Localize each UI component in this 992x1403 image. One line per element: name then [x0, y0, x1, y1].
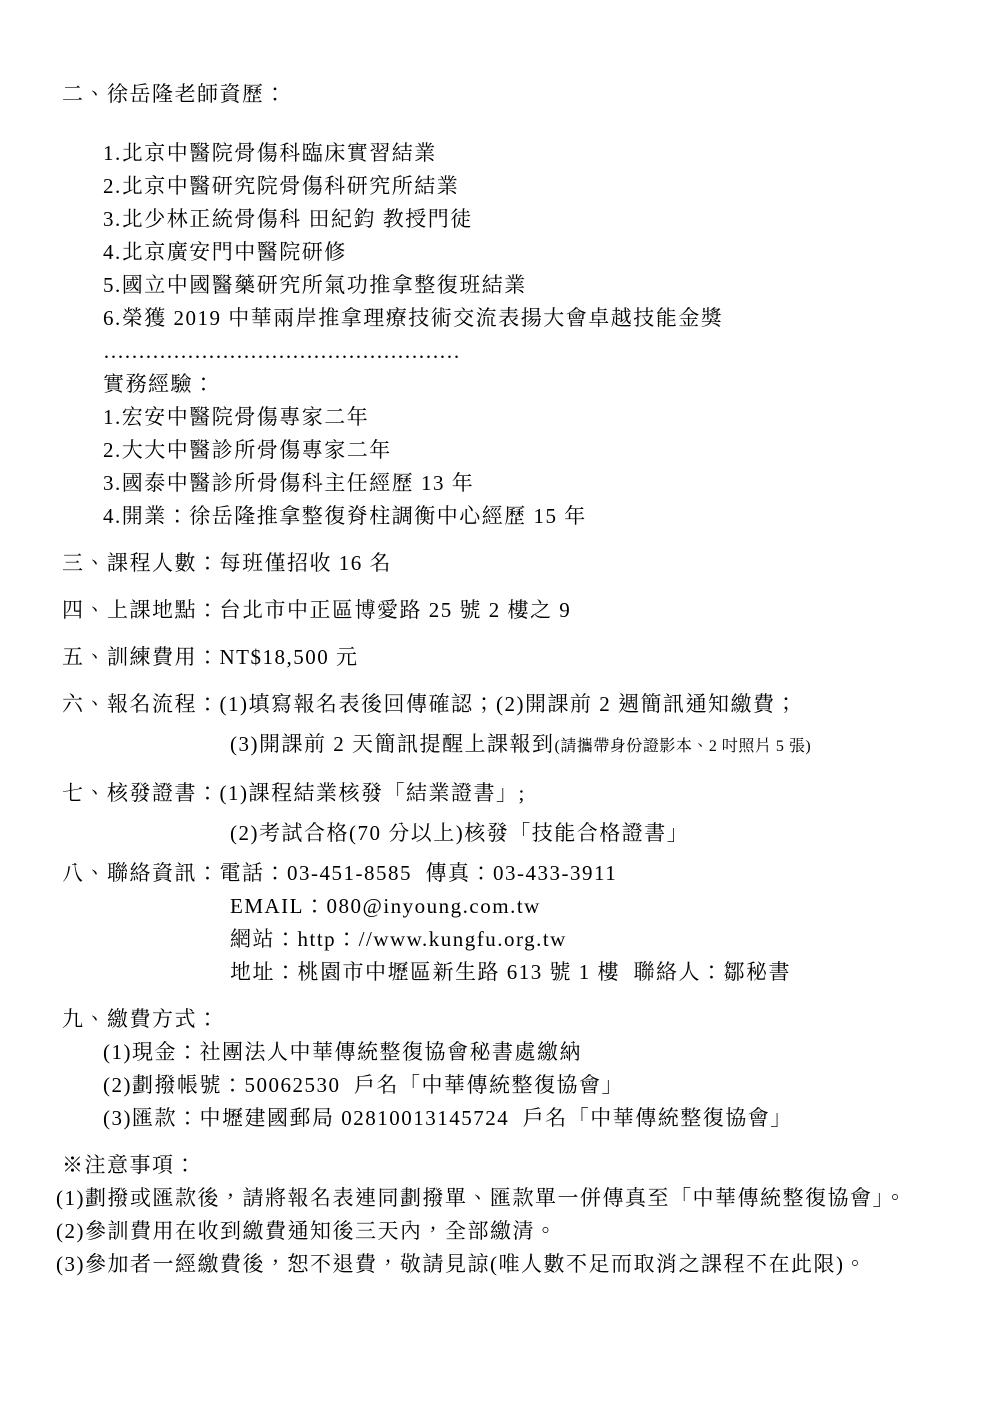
doc-line-text: 4.北京廣安門中醫院研修	[103, 240, 347, 264]
doc-line	[0, 401, 992, 434]
doc-line	[0, 688, 992, 721]
doc-line-text: 七、核發證書：(1)課程結業核發「結業證書」;	[62, 781, 526, 805]
doc-line	[0, 302, 992, 335]
doc-line	[0, 236, 992, 269]
doc-line	[0, 1069, 992, 1102]
doc-line-text: 3.國泰中醫診所骨傷科主任經歷 13 年	[103, 471, 475, 495]
doc-line-text: 1.宏安中醫院骨傷專家二年	[103, 405, 370, 429]
doc-line	[0, 1102, 992, 1135]
doc-line-text: (2)劃撥帳號：50062530 戶名「中華傳統整復協會」	[103, 1073, 624, 1097]
doc-line-note: (請攜帶身份證影本、2 吋照片 5 張)	[554, 738, 812, 755]
doc-line-text: 1.北京中醫院骨傷科臨床實習結業	[103, 141, 437, 165]
doc-line	[0, 777, 992, 810]
doc-line-text: 三、課程人數：每班僅招收 16 名	[62, 551, 392, 575]
doc-line-text: (3)匯款：中壢建國郵局 02810013145724 戶名「中華傳統整復協會」	[103, 1106, 793, 1130]
doc-line	[0, 203, 992, 236]
doc-line	[0, 1003, 992, 1036]
doc-line-text: ……………………………………………	[103, 339, 460, 363]
doc-line-text: 二、徐岳隆老師資歷：	[62, 82, 287, 106]
doc-line	[0, 890, 992, 923]
doc-line-text: EMAIL：080@inyoung.com.tw	[230, 894, 541, 918]
doc-line	[0, 594, 992, 627]
doc-line	[0, 1215, 992, 1248]
doc-line	[0, 817, 992, 850]
doc-line-text: 六、報名流程：(1)填寫報名表後回傳確認；(2)開課前 2 週簡訊通知繳費；	[62, 692, 798, 716]
doc-line	[0, 170, 992, 203]
document-body	[0, 78, 992, 1281]
doc-line	[0, 467, 992, 500]
doc-line-text: 2.大大中醫診所骨傷專家二年	[103, 438, 392, 462]
doc-line-text: 2.北京中醫研究院骨傷科研究所結業	[103, 174, 460, 198]
doc-line-text: 九、繳費方式：	[62, 1007, 220, 1031]
doc-line	[0, 137, 992, 170]
doc-line	[0, 368, 992, 401]
doc-line-text: (3)開課前 2 天簡訊提醒上課報到	[230, 732, 555, 756]
doc-line-text: ※注意事項：	[62, 1153, 197, 1177]
doc-line	[0, 728, 992, 763]
doc-line-text: 5.國立中國醫藥研究所氣功推拿整復班結業	[103, 273, 527, 297]
doc-line-text: 6.榮獲 2019 中華兩岸推拿理療技術交流表揚大會卓越技能金獎	[103, 306, 724, 330]
doc-line-text: 4.開業：徐岳隆推拿整復脊柱調衡中心經歷 15 年	[103, 504, 587, 528]
doc-line	[0, 1149, 992, 1182]
doc-line	[0, 500, 992, 533]
doc-line	[0, 641, 992, 674]
dotted-separator	[0, 335, 992, 368]
doc-line-text: 網站：http：//www.kungfu.org.tw	[230, 927, 567, 951]
doc-line	[0, 956, 992, 989]
doc-line	[0, 547, 992, 580]
doc-line-text: (3)參加者一經繳費後，恕不退費，敬請見諒(唯人數不足而取消之課程不在此限)。	[56, 1252, 867, 1276]
doc-line-text: (1)劃撥或匯款後，請將報名表連同劃撥單、匯款單一併傳真至「中華傳統整復協會」。	[56, 1186, 907, 1210]
doc-line-text: 四、上課地點：台北市中正區博愛路 25 號 2 樓之 9	[62, 598, 572, 622]
doc-line-text: 實務經驗：	[103, 372, 216, 396]
doc-line	[0, 78, 992, 111]
doc-line-text: 五、訓練費用：NT$18,500 元	[62, 645, 359, 669]
doc-line	[0, 1036, 992, 1069]
doc-line	[0, 857, 992, 890]
doc-line	[0, 434, 992, 467]
doc-line-text: 地址：桃園市中壢區新生路 613 號 1 樓 聯絡人：鄒秘書	[230, 960, 791, 984]
doc-line	[0, 269, 992, 302]
doc-line	[0, 1248, 992, 1281]
doc-line	[0, 923, 992, 956]
doc-line-text: (1)現金：社團法人中華傳統整復協會秘書處繳納	[103, 1040, 582, 1064]
doc-line-text: 3.北少林正統骨傷科 田紀鈞 教授門徒	[103, 207, 473, 231]
doc-line-text: (2)參訓費用在收到繳費通知後三天內，全部繳清。	[56, 1219, 558, 1243]
doc-line	[0, 1182, 992, 1215]
doc-line-text: (2)考試合格(70 分以上)核發「技能合格證書」	[230, 821, 690, 845]
doc-line-text: 八、聯絡資訊：電話：03-451-8585 傳真：03-433-3911	[62, 861, 618, 885]
